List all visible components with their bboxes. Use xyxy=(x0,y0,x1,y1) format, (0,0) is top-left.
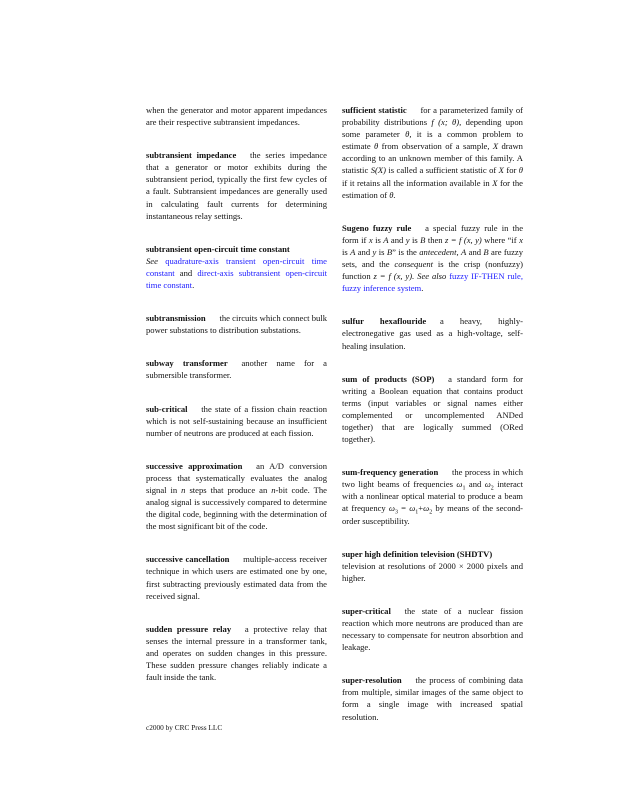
entry-definition: steps that produce an xyxy=(189,484,268,495)
math-variable: X xyxy=(492,141,499,152)
entry-definition: -bit code. The analog signal is successively compared to determine the digital code, beginning with the determination of the most significant bit of the code. xyxy=(146,484,327,532)
entry-term: super high definition television (SHDTV) xyxy=(342,548,493,559)
math-subscript: 2 xyxy=(429,510,433,517)
entry-definition: multiple-access receiver technique in which users are estimated one by one, first subtracting previously estimated data from the received signal. xyxy=(146,554,327,601)
entry-definition: a heavy, highly-electronegative gas used as a high-voltage, self-healing insulation. xyxy=(342,316,523,351)
entry-definition: the process of combining data from multiple, similar images of the same object to form a single image with increased spatial resolution. xyxy=(342,675,523,722)
entry-sum-of-products xyxy=(342,373,523,446)
entry-shdtv xyxy=(342,548,523,584)
entry-definition: is xyxy=(342,246,348,257)
entry-sulfur-hexaflouride xyxy=(342,315,523,351)
entry-subway-transformer xyxy=(146,357,327,381)
math-variable: θ, xyxy=(405,129,412,140)
entry-term: subway transformer xyxy=(146,358,228,369)
math-expression: S(X) xyxy=(370,165,386,176)
cross-reference-link[interactable]: fuzzy IF-THEN rule, xyxy=(449,271,523,282)
entry-definition: the process in which two light beams of frequencies xyxy=(342,467,523,490)
entry-definition: and xyxy=(468,246,482,257)
math-variable: ω xyxy=(423,503,430,514)
entry-definition: are fuzzy sets, and the xyxy=(342,246,523,270)
math-variable: n xyxy=(271,484,276,495)
entry-definition: the series impedance that a generator or motor exhibits during the subtransient period, typically the first few cycles of a fault. Subtransient impedances are generally used in calculating fault currents for determining instantaneous relay settings. xyxy=(146,150,327,221)
punctuation: . xyxy=(192,280,195,291)
punctuation: . xyxy=(421,283,424,294)
entry-definition: the state of a fission chain reaction which is not self-sustaining because an insufficient number of neutrons are produced at each fission. xyxy=(146,403,327,438)
entry-definition: an A/D conversion process that systematically evaluates the analog signal in xyxy=(146,460,327,495)
entry-subtransmission xyxy=(146,312,327,336)
left-column xyxy=(146,104,327,704)
entry-definition: it is a common problem to estimate xyxy=(342,129,524,152)
math-variable: n xyxy=(181,484,186,495)
entry-definition: the state of a nuclear fission reaction which more neutrons are produced than are necessary to compensate for neutron absorbtion and leakage. xyxy=(342,605,523,653)
math-subscript: 2 xyxy=(490,485,494,492)
see-prefix: See xyxy=(146,255,158,266)
entry-definition: and xyxy=(468,479,482,490)
entry-definition: interact with a nonlinear optical material to produce a beam at frequency xyxy=(342,479,523,514)
math-variable: B xyxy=(386,246,393,257)
see-also-prefix: See also xyxy=(417,271,447,282)
entry-definition: is called a sufficient statistic of xyxy=(388,165,497,176)
entry-definition: then xyxy=(427,234,443,245)
entry-definition: where “if xyxy=(484,234,517,245)
math-variable: ω xyxy=(456,479,463,490)
math-expression: z = f (x, y) xyxy=(445,234,482,245)
entry-term: sub-critical xyxy=(146,403,188,414)
and-word: and xyxy=(179,267,193,278)
entry-term: super-resolution xyxy=(342,675,402,686)
entry-definition: if it retains all the information available in xyxy=(342,177,490,188)
math-variable: ω xyxy=(409,503,416,514)
entry-term: subtransient impedance xyxy=(146,150,237,161)
entry-text: when the generator and motor apparent impedances are their respective subtransient impedances. xyxy=(146,105,327,128)
entry-super-resolution xyxy=(342,674,523,722)
entry-successive-cancellation xyxy=(146,553,327,601)
antecedent-word: antecedent, xyxy=(419,246,459,257)
entry-term: successive cancellation xyxy=(146,554,230,565)
math-variable: X xyxy=(492,177,498,188)
copyright-footer: c2000 by CRC Press LLC xyxy=(146,723,223,732)
math-expression: z = f (x, y). xyxy=(373,271,415,282)
entry-definition: the circuits which connect bulk power substations to distribution substations. xyxy=(146,313,327,336)
entry-definition: depending upon some parameter xyxy=(342,117,523,140)
entry-definition: a protective relay that senses the internal pressure in a transformer tank, and operates on sudden changes in this pressure. These sudden pressure changes reliably indicate a fault inside the tank. xyxy=(146,623,327,683)
math-variable: θ xyxy=(518,165,524,176)
math-variable: B xyxy=(483,246,489,257)
cross-reference-link[interactable]: fuzzy inference system xyxy=(342,283,422,294)
entry-definition: for a parameterized family of probability distributions xyxy=(342,105,524,128)
entry-term: super-critical xyxy=(342,605,391,616)
math-subscript: 1 xyxy=(415,510,419,517)
entry-definition: is xyxy=(411,234,418,245)
entry-definition: by means of the second-order susceptibility. xyxy=(342,503,523,526)
entry-definition: a special fuzzy rule in the form if xyxy=(342,222,524,245)
entry-definition: from observation of a sample, xyxy=(381,141,490,152)
math-variable: y xyxy=(405,234,410,245)
entry-sufficient-statistic xyxy=(342,104,523,201)
entry-term: sudden pressure relay xyxy=(146,623,232,634)
entry-definition: is xyxy=(378,246,385,257)
entry-term: subtransient open-circuit time constant xyxy=(146,243,290,254)
entry-term: subtransmission xyxy=(146,313,206,324)
entry-definition: television at resolutions of 2000 × 2000 pixels and higher. xyxy=(342,560,523,583)
entry-sugeno-fuzzy-rule xyxy=(342,222,523,295)
cross-reference-link[interactable]: quadrature-axis transient open-circuit time constant xyxy=(146,255,327,278)
math-subscript: 3 xyxy=(394,510,398,517)
entry-term: successive approximation xyxy=(146,460,243,471)
math-variable: ω xyxy=(484,479,491,490)
entry-definition: drawn according to an unknown member of this family. A statistic xyxy=(342,141,523,176)
math-variable: ω xyxy=(388,503,395,514)
math-variable: A xyxy=(350,246,356,257)
math-variable: B xyxy=(420,234,426,245)
entry-definition: for xyxy=(506,165,517,176)
math-variable: x xyxy=(519,234,523,245)
entry-definition: and xyxy=(390,234,404,245)
entry-term: Sugeno fuzzy rule xyxy=(342,222,412,233)
entry-sum-frequency-generation xyxy=(342,466,523,526)
entry-definition: a standard form for writing a Boolean equation that contains product terms (input variables or signal names either complemented or uncomplemented ANDed together) that are logically summed (ORed together). xyxy=(342,373,523,445)
right-column xyxy=(342,104,523,744)
entry-definition: another name for a submersible transformer. xyxy=(146,358,327,381)
math-operator: + xyxy=(418,503,424,514)
entry-term: sum of products (SOP) xyxy=(342,373,435,384)
entry-sub-critical xyxy=(146,403,327,439)
entry-super-critical xyxy=(342,605,523,653)
entry-term: sulfur hexaflouride xyxy=(342,316,427,327)
math-variable: θ xyxy=(374,141,379,152)
entry-definition: and xyxy=(357,246,371,257)
cross-reference-link[interactable]: direct-axis subtransient open-circuit time constant xyxy=(146,267,327,291)
math-variable: A xyxy=(383,234,389,245)
entry-continuation xyxy=(146,104,327,128)
math-subscript: 1 xyxy=(462,485,466,492)
math-variable: X xyxy=(498,165,504,176)
consequent-word: consequent xyxy=(394,259,434,270)
math-variable: y xyxy=(372,246,377,257)
entry-definition: ” is the xyxy=(392,246,417,257)
entry-term: sufficient statistic xyxy=(342,105,407,115)
math-expression: f (x; θ), xyxy=(431,117,462,128)
entry-subtransient-impedance xyxy=(146,149,327,222)
entry-subtransient-open-circuit-time-constant xyxy=(146,243,327,291)
math-variable: x xyxy=(368,234,373,245)
math-operator: = xyxy=(401,503,410,514)
entry-definition: for the estimation of xyxy=(342,177,523,200)
math-variable: A xyxy=(461,246,467,257)
entry-term: sum-frequency generation xyxy=(342,467,439,478)
math-variable: θ. xyxy=(389,189,396,200)
entry-sudden-pressure-relay xyxy=(146,623,327,683)
entry-successive-approximation xyxy=(146,460,327,533)
entry-definition: is the crisp (nonfuzzy) function xyxy=(342,259,523,282)
entry-definition: is xyxy=(375,234,381,245)
